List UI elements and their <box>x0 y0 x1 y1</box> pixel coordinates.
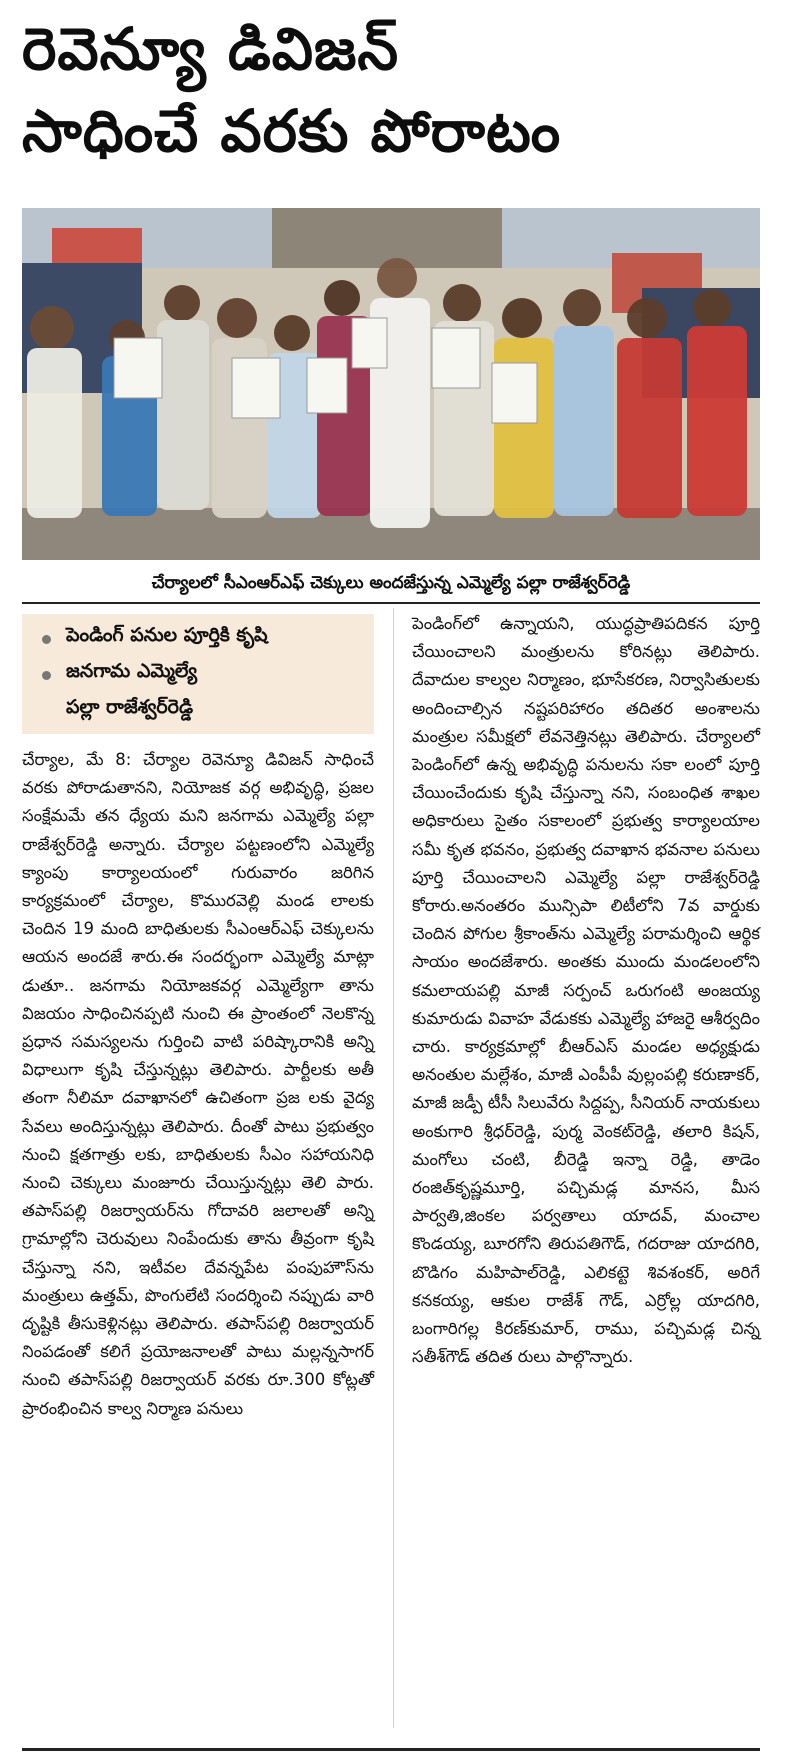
article-column-right: పెండింగ్‌లో ఉన్నాయని, యుద్ధప్రాతిపదికన పూర్తి చేయించాలని మంత్రులను కోరినట్లు తెలిపారు. దేవాదుల కాల్వల నిర్మాణం, భూసేకరణ, నిర్వాసితులకు అందించాల్సిన నష్టపరిహారం తదితర అంశాలను మంత్రుల సమీక్షలో లేవనెత్తినట్లు తెలిపారు. చేర్యాలలో పెండింగ్‌లో ఉన్న అభివృద్ధి పనులను సకా లంలో పూర్తి చేయించేందుకు కృషి చేస్తున్నా నని, సంబంధిత శాఖల అధికారులు సైతం సకాలంలో ప్రభుత్వ కార్యాలయాల సమీ కృత భవనం, ప్రభుత్వ దవాఖాన భవనాల పనులు పూర్తి చేయించాలని ఎమ్మెల్యే పల్లా రాజేశ్వర్‌రెడ్డి కోరారు.అనంతరం మున్సిపా లిటీలోని 7వ వార్డుకు చెందిన పోగుల శ్రీకాంత్‌ను ఎమ్మెల్యే పరామర్శించి ఆర్థిక సాయం అందజేశారు. అంతకు ముందు మండలంలోని కమలాయపల్లి మాజీ సర్పంచ్ ఒరుగంటి అంజయ్య కుమారుడు వివాహ వేడుకకు ఎమ్మెల్యే హాజరై ఆశీర్వదిం చారు. కార్యక్రమాల్లో బీఆర్ఎస్ మండల అధ్యక్షుడు అనంతుల మల్లేశం, మాజీ ఎంపీపీ వుల్లంపల్లి కరుణాకర్, మాజీ జడ్పీ టీసీ సిలువేరు సిద్దప్ప, సీనియర్ నాయకులు అంకుగారి శ్రీధర్‌రెడ్డి, పుర్మ వెంకట్‌రెడ్డి, తలారి కిషన్, మంగోలు చంటి, బీరెడ్డి ఇన్నా రెడ్డి, తాడెం రంజిత్‌కృష్ణమూర్తి, పచ్చిమడ్ల మానస, మీస పార్వతి,జింకల పర్వతాలు యాదవ్, మంచాల కొండయ్య, బూరగోని తిరుపతిగౌడ్, గదరాజు యాదగిరి, బొడిగం మహిపాల్‌రెడ్డి, ఎలికట్టె శివశంకర్, అరిగే కనకయ్య, ఆకుల రాజేశ్ గౌడ్, ఎర్రోల్ల యాదగిరి, బంగారిగల్ల కిరణ్‌కుమార్, రాము, పచ్చిమడ్ల చిన్న సతీశ్‌గౌడ్ తదిత రులు పాల్గొన్నారు. <box>412 614 760 1367</box>
photo-caption: చేర్యాలలో సీఎంఆర్ఎఫ్ చెక్కులు అందజేస్తున్న ఎమ్మెల్యే పల్లా రాజేశ్వర్‌రెడ్డి <box>22 566 760 604</box>
highlights-box <box>22 614 374 734</box>
photo-illustration <box>22 208 760 560</box>
headline <box>22 8 782 172</box>
column-divider <box>393 608 394 1728</box>
highlight-item-1: పెండింగ్ పనుల పూర్తికి కృషి <box>66 624 268 646</box>
headline-line-1: రెవెన్యూ డివిజన్ <box>22 15 400 83</box>
highlight-item-3: పల్లా రాజేశ్వర్‌రెడ్డి <box>66 696 193 718</box>
highlight-item-2: జనగామ ఎమ్మెల్యే <box>66 660 198 682</box>
article-column-left: చేర్యాల, మే 8: చేర్యాల రెవెన్యూ డివిజన్ సాధించే వరకు పోరాడుతానని, నియోజక వర్గ అభివృద్ధి, ప్రజల సంక్షేమమే తన ధ్యేయ మని జనగామ ఎమ్మెల్యే పల్లా రాజేశ్వర్‌రెడ్డి అన్నారు. చేర్యాల పట్టణంలోని ఎమ్మెల్యే క్యాంపు కార్యాలయంలో గురువారం జరిగిన కార్యక్రమంలో చేర్యాల, కొమురవెల్లి మండ లాలకు చెందిన 19 మంది బాధితులకు సీఎంఆర్ఎఫ్ చెక్కులను ఆయన అందజే శారు.ఈ సందర్భంగా ఎమ్మెల్యే మాట్లా డుతూ.. జనగామ నియోజకవర్గ ఎమ్మెల్యేగా తాను విజయం సాధించినప్పటి నుంచి ఈ ప్రాంతంలో నెలకొన్న ప్రధాన సమస్యలను గుర్తించి వాటి పరిష్కారానికి అన్ని విధాలుగా కృషి చేస్తున్నట్లు తెలిపారు. పార్టీలకు అతీ తంగా నీలిమా దవాఖానలో ఉచితంగా ప్రజ లకు వైద్య సేవలు అందిస్తున్నట్లు తెలిపారు. దీంతో పాటు ప్రభుత్వం నుంచి క్షతగాత్రు లకు, బాధితులకు సీఎం సహాయనిధి నుంచి చెక్కులు మంజూరు చేయిస్తున్నట్లు తెలి పారు. తపాస్‌పల్లి రిజర్వాయర్‌ను గోదావరి జలాలతో అన్ని గ్రామాల్లోని చెరువులు నింపేందుకు తాను తీవ్రంగా కృషి చేస్తున్నా నని, ఇటీవల దేవన్నపేట పంపుహౌస్‌ను మంత్రులు ఉత్తమ్, పొంగులేటి సందర్శించి నప్పుడు వారి దృష్టికి తీసుకెళ్లినట్లు తెలిపారు. తపాస్‌పల్లి రిజర్వాయర్ నింపడంతో కలిగే ప్రయోజనాలతో పాటు మల్లన్నసాగర్ నుంచి తపాస్‌పల్లి రిజర్వాయర్ వరకు రూ.300 కోట్లతో ప్రారంభించిన కాల్వ నిర్మాణ పనులు <box>22 750 374 1418</box>
bottom-rule <box>22 1748 760 1751</box>
news-photo <box>22 208 760 560</box>
headline-line-2: సాధించే వరకు పోరాటం <box>22 97 562 165</box>
bullet-icon <box>42 635 51 644</box>
bullet-icon <box>42 671 51 680</box>
